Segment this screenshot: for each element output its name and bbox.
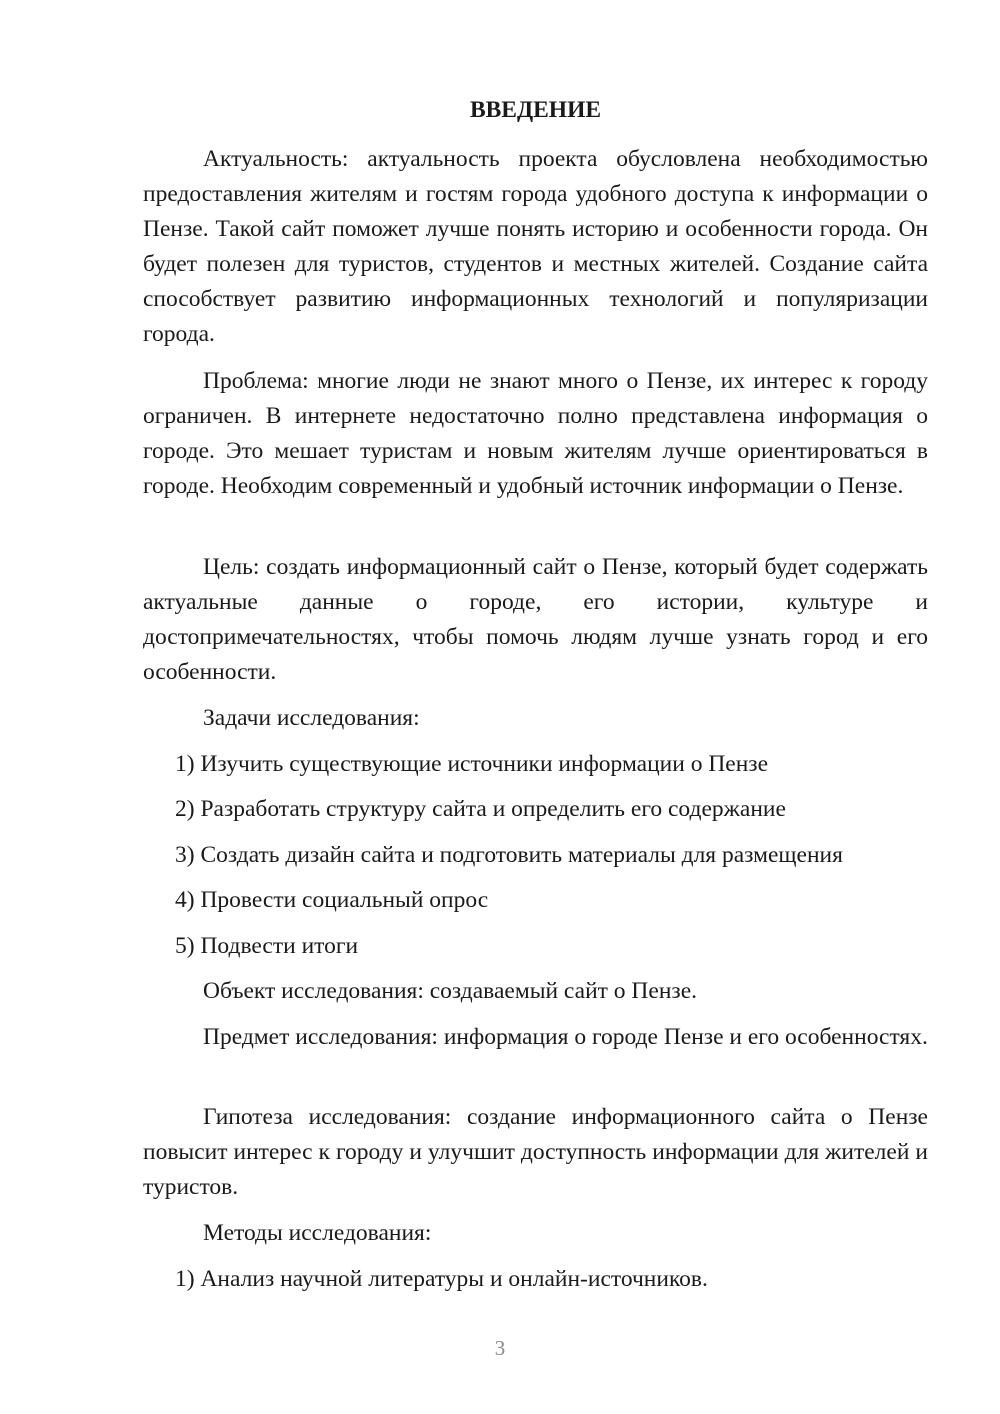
- goal-paragraph: Цель: создать информационный сайт о Пензе, который будет содержать актуальные данные о городе, его истории, культуре и достопримечательностях, чтобы помочь людям лучше узнать город и его особенности.: [143, 554, 928, 685]
- method-item-1: 1) Анализ научной литературы и онлайн-источников.: [175, 1266, 708, 1292]
- task-item-5: 5) Подвести итоги: [175, 933, 359, 959]
- methods-heading: Методы исследования:: [203, 1220, 432, 1246]
- subject-paragraph: Предмет исследования: информация о городе Пензе и его особенностях.: [203, 1024, 928, 1050]
- object-paragraph: Объект исследования: создаваемый сайт о Пензе.: [203, 978, 697, 1004]
- page-number: 3: [494, 1336, 506, 1360]
- task-item-4: 4) Провести социальный опрос: [175, 887, 489, 913]
- task-item-1: 1) Изучить существующие источники информации о Пензе: [175, 751, 769, 777]
- task-item-3: 3) Создать дизайн сайта и подготовить материалы для размещения: [175, 842, 843, 868]
- page-title: ВВЕДЕНИЕ: [469, 97, 602, 123]
- problem-paragraph: Проблема: многие люди не знают много о Пензе, их интерес к городу ограничен. В интернете недостаточно полно представлена информация о городе. Это мешает туристам и новым жителям лучше ориентироваться в городе. Необходим современный и удобный источник информации о Пензе.: [143, 368, 928, 499]
- tasks-heading: Задачи исследования:: [203, 705, 420, 731]
- relevance-paragraph: Актуальность: актуальность проекта обусловлена необходимостью предоставления жителям и гостям города удобного доступа к информации о Пензе. Такой сайт поможет лучше понять историю и особенности города. Он будет полезен для туристов, студентов и местных жителей. Создание сайта способствует развитию информационных технологий и популяризации города.: [143, 146, 928, 347]
- task-item-2: 2) Разработать структуру сайта и определить его содержание: [175, 796, 786, 822]
- hypothesis-paragraph: Гипотеза исследования: создание информационного сайта о Пензе повысит интерес к городу и улучшит доступность информации для жителей и туристов.: [143, 1104, 928, 1200]
